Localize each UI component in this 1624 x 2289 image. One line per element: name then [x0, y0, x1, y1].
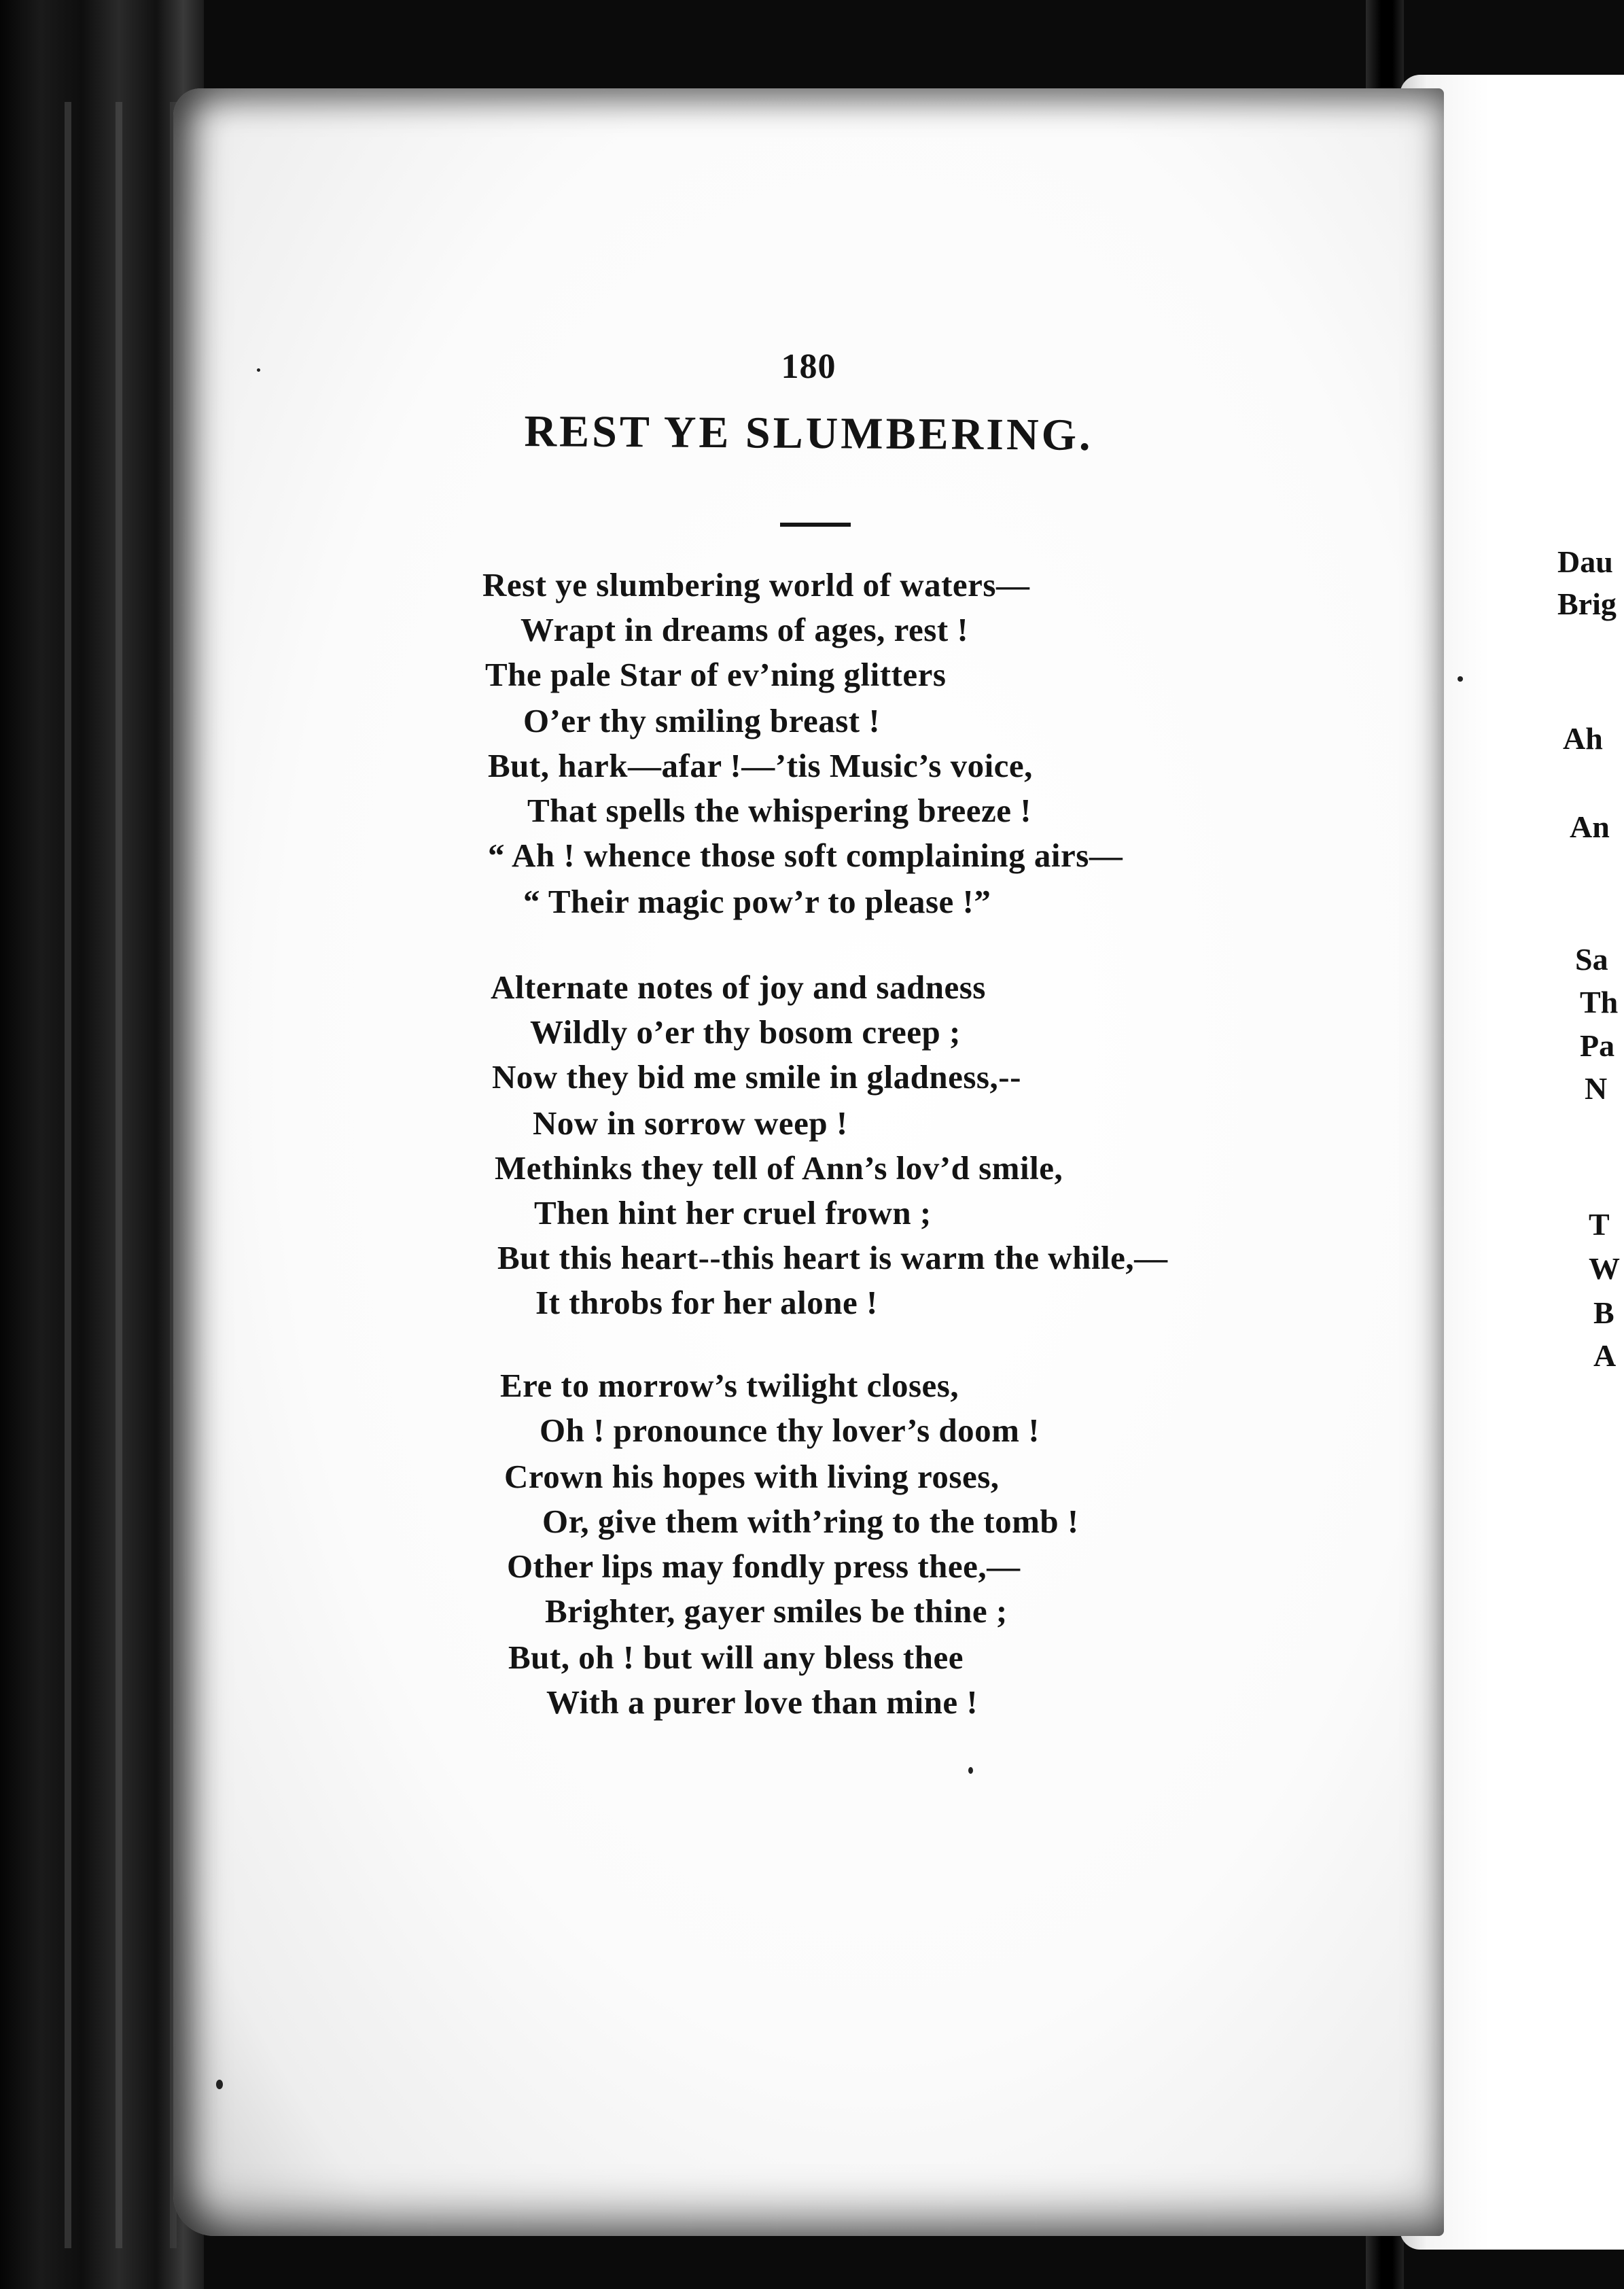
poem-line: But, oh ! but will any bless thee [508, 1639, 964, 1676]
poem-line: It throbs for her alone ! [535, 1284, 878, 1321]
facing-page-fragment: Pa [1580, 1028, 1615, 1063]
page-number: 180 [781, 347, 836, 386]
poem-line: Now they bid me smile in gladness,-- [492, 1058, 1021, 1096]
binding-edge-band [116, 102, 122, 2248]
ink-speck [968, 1767, 973, 1774]
ink-speck [1458, 676, 1463, 682]
facing-page-fragment: Brig [1557, 587, 1617, 621]
facing-page-fragment: A [1593, 1338, 1617, 1373]
poem-line: Alternate notes of joy and sadness [491, 968, 986, 1006]
poem-line: “ Ah ! whence those soft complaining airs— [488, 837, 1123, 874]
poem-line: Rest ye slumbering world of waters— [482, 566, 1030, 604]
poem-line: Then hint her cruel frown ; [534, 1194, 932, 1231]
title-divider [780, 523, 851, 527]
poem-line: Or, give them with’ring to the tomb ! [542, 1503, 1079, 1540]
poem-line: “ Their magic pow’r to please !” [523, 883, 991, 920]
facing-page-fragment: B [1593, 1295, 1614, 1330]
poem-line: The pale Star of ev’ning glitters [485, 656, 947, 693]
facing-page-fragment: Sa [1575, 942, 1608, 977]
poem-line: O’er thy smiling breast ! [523, 702, 881, 739]
poem-line: Wildly o’er thy bosom creep ; [530, 1013, 961, 1051]
facing-page-fragment: Ah [1563, 721, 1603, 756]
poem-line: Brighter, gayer smiles be thine ; [545, 1592, 1008, 1630]
poem-line: But this heart--this heart is warm the while,— [497, 1239, 1168, 1276]
binding-edge-band [65, 102, 71, 2248]
poem-line: Methinks they tell of Ann’s lov’d smile, [495, 1149, 1063, 1187]
facing-page-fragment: Dau [1557, 544, 1613, 579]
ink-speck [216, 2080, 223, 2089]
poem-line: But, hark—afar !—’tis Music’s voice, [488, 747, 1033, 784]
facing-page-fragment: Th [1580, 985, 1619, 1019]
poem-line: Other lips may fondly press thee,— [507, 1548, 1021, 1585]
poem-title: REST YE SLUMBERING. [524, 406, 1093, 460]
poem-line: Ere to morrow’s twilight closes, [500, 1367, 959, 1404]
poem-line: Now in sorrow weep ! [533, 1104, 848, 1142]
facing-page-fragment: N [1585, 1071, 1608, 1106]
ink-speck [257, 368, 260, 372]
poem-line: Wrapt in dreams of ages, rest ! [520, 611, 969, 648]
poem-line: Crown his hopes with living roses, [504, 1458, 1000, 1495]
facing-page-fragment: An [1570, 809, 1610, 844]
facing-page-fragment: W [1589, 1251, 1620, 1286]
poem-line: With a purer love than mine ! [546, 1683, 978, 1721]
facing-page-fragment: T [1589, 1207, 1610, 1242]
poem-line: Oh ! pronounce thy lover’s doom ! [540, 1412, 1040, 1449]
poem-line: That spells the whispering breeze ! [527, 792, 1032, 829]
